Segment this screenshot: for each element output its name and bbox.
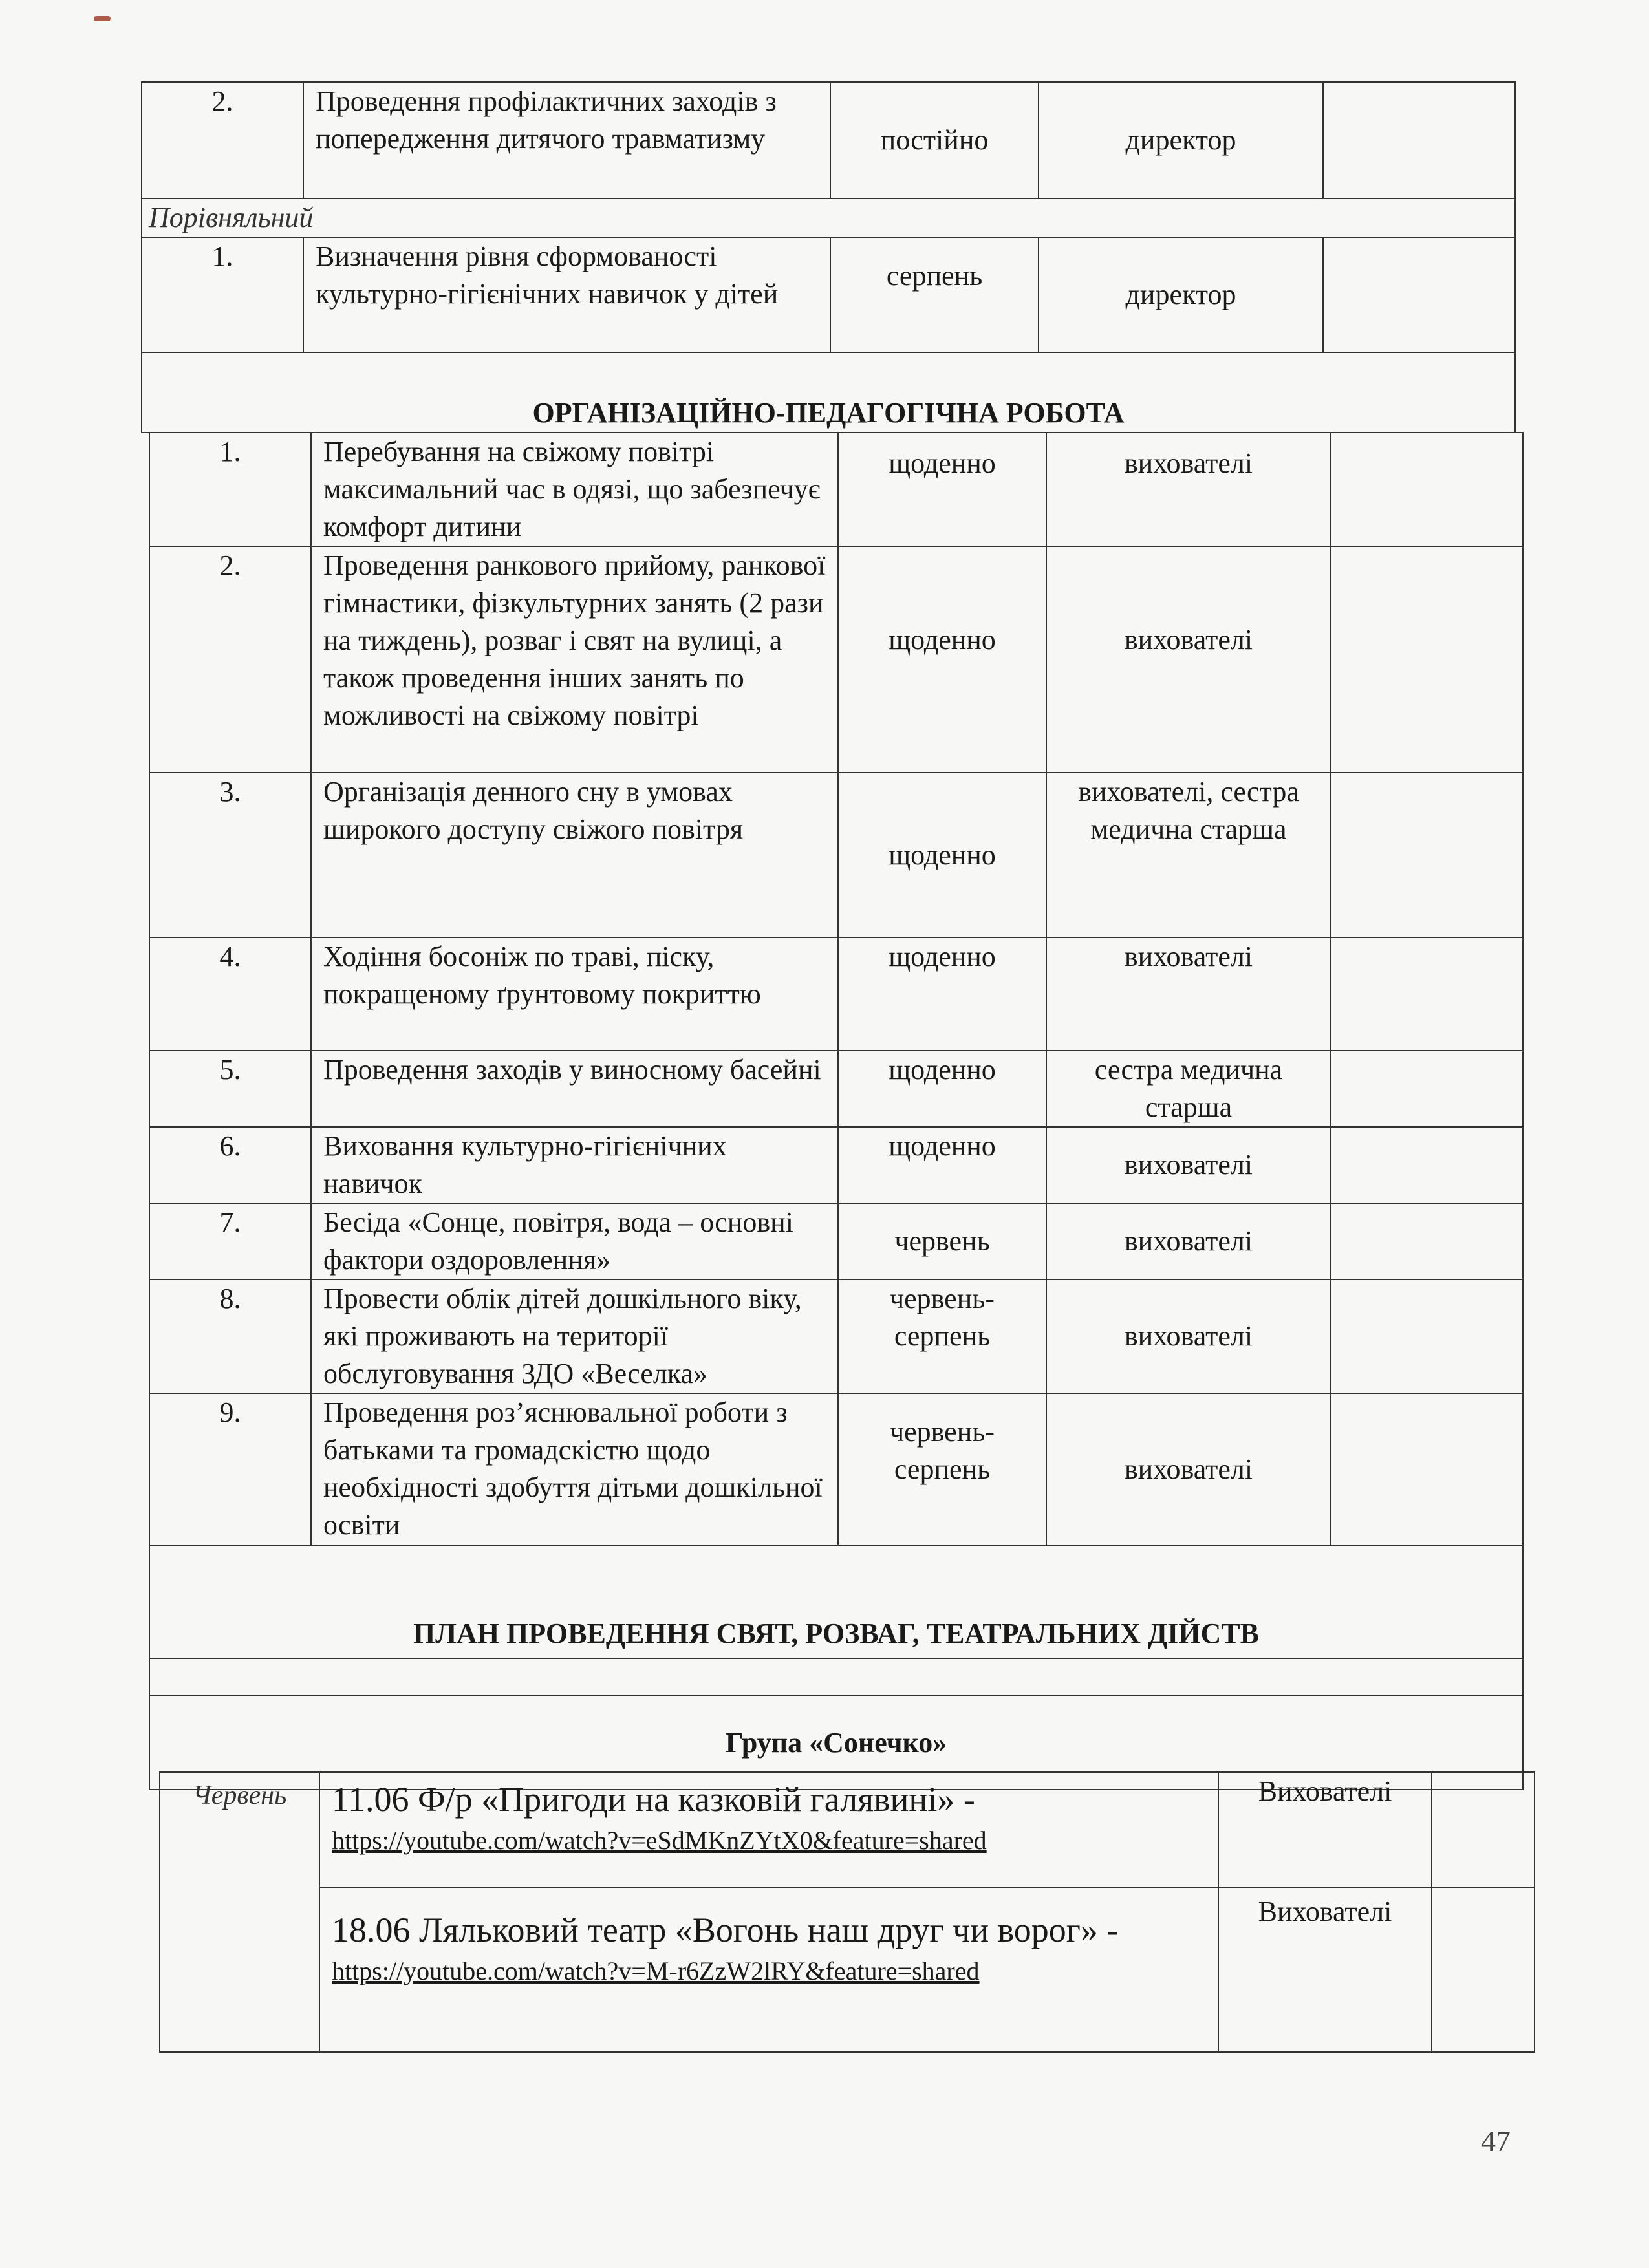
section-label: Порівняльний <box>142 198 1515 237</box>
row-mark <box>1323 82 1515 198</box>
table-2 <box>149 432 1524 1790</box>
row-mark <box>1331 1279 1523 1393</box>
row-responsible: вихователі <box>1046 1127 1331 1203</box>
row-activity: Проведення профілактичних заходів з попередження дитячого травматизму <box>303 82 830 198</box>
section-row <box>142 198 1515 237</box>
row-term: червень <box>838 1203 1046 1279</box>
row-number: 2. <box>149 546 311 773</box>
row-term: щоденно <box>838 937 1046 1051</box>
row-responsible: сестра медична старша <box>1046 1051 1331 1127</box>
row-mark <box>1331 937 1523 1051</box>
row-mark <box>1323 237 1515 352</box>
row-responsible: вихователі <box>1046 546 1331 773</box>
table-row <box>149 1203 1523 1279</box>
event-title: 18.06 Ляльковий театр «Вогонь наш друг чи ворог» - <box>332 1910 1119 1949</box>
row-number: 1. <box>149 433 311 546</box>
row-activity: Проведення ранкового прийому, ранкової гімнастики, фізкультурних занять (2 рази на тиждень), розваг і свят на вулиці, а також проведення інших занять по можливості на свіжому повітрі <box>311 546 838 773</box>
table-row <box>149 937 1523 1051</box>
row-term: щоденно <box>838 546 1046 773</box>
row-activity: Проведення роз’яснювальної роботи з батьками та громадскістю щодо необхідності здобуття дітьми дошкільної освіти <box>311 1393 838 1545</box>
table-row <box>149 1051 1523 1127</box>
row-number: 7. <box>149 1203 311 1279</box>
spacer-row <box>149 1658 1523 1696</box>
event-responsible: Вихователі <box>1218 1887 1432 2052</box>
row-activity: Перебування на свіжому повітрі максимальний час в одязі, що забезпечує комфорт дитини <box>311 433 838 546</box>
row-responsible: вихователі <box>1046 433 1331 546</box>
event-row <box>160 1887 1535 2052</box>
row-term: постійно <box>830 82 1039 198</box>
row-number: 3. <box>149 773 311 937</box>
row-term: щоденно <box>838 433 1046 546</box>
row-number: 5. <box>149 1051 311 1127</box>
row-activity: Організація денного сну в умовах широкого доступу свіжого повітря <box>311 773 838 937</box>
table-row <box>149 433 1523 546</box>
page-number: 47 <box>1481 2124 1511 2157</box>
row-mark <box>1331 1127 1523 1203</box>
table-row <box>149 1393 1523 1545</box>
row-responsible: вихователі <box>1046 1279 1331 1393</box>
row-term: щоденно <box>838 773 1046 937</box>
month-label: Червень <box>160 1772 319 2052</box>
event-link[interactable]: https://youtube.com/watch?v=eSdMKnZYtX0&feature=shared <box>332 1826 987 1855</box>
row-responsible: директор <box>1039 82 1323 198</box>
section-heading-plan: ПЛАН ПРОВЕДЕННЯ СВЯТ, РОЗВАГ, ТЕАТРАЛЬНИХ ДІЙСТВ <box>149 1545 1523 1658</box>
row-term: щоденно <box>838 1127 1046 1203</box>
scan-mark <box>94 16 111 21</box>
row-activity: Виховання культурно-гігієнічних навичок <box>311 1127 838 1203</box>
row-mark <box>1331 433 1523 546</box>
row-number: 6. <box>149 1127 311 1203</box>
row-responsible: вихователі <box>1046 1393 1331 1545</box>
row-number: 1. <box>142 237 303 352</box>
table-row <box>142 237 1515 352</box>
row-number: 2. <box>142 82 303 198</box>
row-responsible: вихователі, сестра медична старша <box>1046 773 1331 937</box>
group-title: Група «Сонечко» <box>149 1696 1523 1790</box>
section-heading-org: ОРГАНІЗАЦІЙНО-ПЕДАГОГІЧНА РОБОТА <box>142 352 1515 433</box>
row-number: 8. <box>149 1279 311 1393</box>
table-1 <box>141 81 1516 433</box>
row-term: червень-серпень <box>838 1393 1046 1545</box>
row-mark <box>1331 1203 1523 1279</box>
table-row <box>142 82 1515 198</box>
row-number: 4. <box>149 937 311 1051</box>
row-activity: Бесіда «Сонце, повітря, вода – основні фактори оздоровлення» <box>311 1203 838 1279</box>
event-mark <box>1432 1772 1535 1887</box>
event-link[interactable]: https://youtube.com/watch?v=M-r6ZzW2lRY&feature=shared <box>332 1956 980 1985</box>
row-responsible: вихователі <box>1046 937 1331 1051</box>
row-term: щоденно <box>838 1051 1046 1127</box>
event-mark <box>1432 1887 1535 2052</box>
row-activity: Провести облік дітей дошкільного віку, які проживають на території обслуговування ЗДО «Веселка» <box>311 1279 838 1393</box>
event-responsible: Вихователі <box>1218 1772 1432 1887</box>
event-cell <box>319 1772 1218 1887</box>
row-activity: Ходіння босоніж по траві, піску, покращеному ґрунтовому покриттю <box>311 937 838 1051</box>
table-row <box>149 546 1523 773</box>
event-row <box>160 1772 1535 1887</box>
table-row <box>149 773 1523 937</box>
row-activity: Визначення рівня сформованості культурно-гігієнічних навичок у дітей <box>303 237 830 352</box>
table-row <box>149 1279 1523 1393</box>
row-activity: Проведення заходів у виносному басейні <box>311 1051 838 1127</box>
row-responsible: вихователі <box>1046 1203 1331 1279</box>
table-3 <box>159 1771 1535 2053</box>
row-responsible: директор <box>1039 237 1323 352</box>
event-cell <box>319 1887 1218 2052</box>
row-mark <box>1331 773 1523 937</box>
row-mark <box>1331 546 1523 773</box>
row-number: 9. <box>149 1393 311 1545</box>
row-term: червень-серпень <box>838 1279 1046 1393</box>
row-mark <box>1331 1393 1523 1545</box>
row-term: серпень <box>830 237 1039 352</box>
table-row <box>149 1127 1523 1203</box>
row-mark <box>1331 1051 1523 1127</box>
event-title: 11.06 Ф/р «Пригоди на казковій галявині» - <box>332 1780 975 1819</box>
